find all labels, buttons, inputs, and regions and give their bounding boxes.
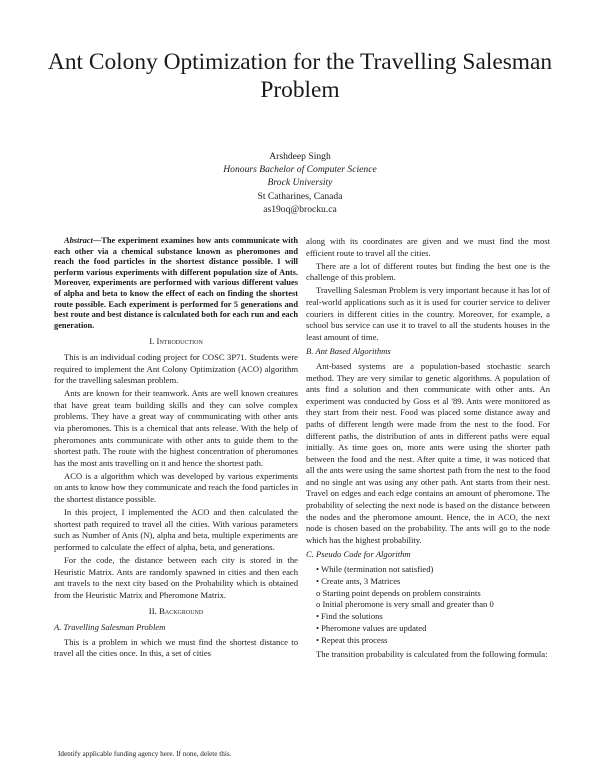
author-university: Brock University	[267, 177, 333, 189]
section-heading-introduction: I. Introduction	[149, 336, 203, 347]
pseudo-code-item: o Starting point depends on problem constraints	[316, 587, 481, 598]
transition-paragraph: The transition probability is calculated from the following formula:	[316, 648, 548, 659]
section-heading-background: II. Background	[148, 606, 204, 617]
pseudo-code-item: • Find the solutions	[316, 611, 383, 622]
right-column	[306, 236, 550, 662]
abstract-label: Abstract	[64, 236, 93, 245]
pseudo-code-list	[306, 564, 550, 647]
subsection-heading-ant-algorithms: B. Ant Based Algorithms	[306, 346, 391, 357]
abstract	[54, 236, 298, 331]
subsection-heading-pseudo-code: C. Pseudo Code for Algorithm	[306, 549, 411, 560]
intro-paragraph-2: Ants are known for their teamwork. Ants are well known creatures that have great team building skills and they can solve complex problems. They have a great way of communicating with other ants via pheromones. This is a chemical that ants release. With the help of pheromones ants communicate with other ants to guide them to the shortest path. The route with the highest concentration of pheromones has the most ants travelling on it and hence the shortest path.	[54, 388, 298, 468]
tsp-paragraph-2: There are a lot of different routes but finding the best one is the challenge of this problem.	[306, 260, 550, 283]
tsp-paragraph-1: This is a problem in which we must find the shortest distance to travel all the cities once. In this, a set of cities	[54, 636, 298, 659]
pseudo-code-item: o Initial pheromone is very small and greater than 0	[316, 599, 494, 610]
author-location: St Catharines, Canada	[257, 190, 343, 202]
intro-paragraph-5: For the code, the distance between each city is stored in the Heuristic Matrix. Ants are randomly spawned in cities and then each ant travels to the next city based on the Probability which is obtained from the Heuristic Matrix and Pheromone Matrix.	[54, 555, 298, 600]
pseudo-code-item: • Create ants, 3 Matrices	[316, 575, 401, 586]
subsection-heading-tsp: A. Travelling Salesman Problem	[54, 622, 166, 632]
funding-footnote: Identify applicable funding agency here. If none, delete this.	[58, 750, 232, 758]
author-name: Arshdeep Singh	[269, 151, 331, 162]
author-degree: Honours Bachelor of Computer Science	[223, 164, 377, 176]
tsp-paragraph-3: Travelling Salesman Problem is very important because it has lot of real-world applications such as it is used for courier service to deliver couriers in different cities in the country. Moreover, for example, a school bus service can use it to travel to all the students houses in the least amount of time.	[306, 285, 550, 342]
intro-paragraph-3: ACO is a algorithm which was developed by various experiments on ants to know how they communicate and reach the food particles in the shortest distance possible.	[54, 470, 298, 505]
author-email: as19oq@brocku.ca	[263, 203, 337, 215]
pseudo-code-item: • Repeat this process	[316, 634, 388, 645]
left-column	[54, 236, 298, 661]
pseudo-code-item: • While (termination not satisfied)	[316, 564, 434, 575]
paper-title: Ant Colony Optimization for the Travelling Salesman Problem	[47, 49, 553, 103]
ant-paragraph-1: Ant-based systems are a population-based stochastic search method. They are very similar to genetic algorithms. A population of ants find a solution and then communicate with other ants. An experiment was conducted by Goss et al '89. Ants were monitored as they start from their nest. Food was placed some distance away and paths of different length were made from the nest to the food. For different paths, the distribution of ants in different paths were equal initially. As time goes on, more ants were using the shorter path between the food and the nest. After quite a time, it was noticed that all the ants were using the same shortest path from the nest to the food and no single ant was using any other path. Ant starts from their nest. Travel on edges and each edge contains an amount of pheromone. The probability of selecting the next node is based on the distance between the nodes and the pheromone amount. Hence, the in ACO, the next node is chosen based on the probability. The ants will go to the node which has the highest probability.	[306, 360, 550, 545]
intro-paragraph-1: This is an individual coding project for COSC 3P71. Students were required to implement the Ant Colony Optimization (ACO) algorithm for the travelling salesman problem.	[54, 351, 298, 386]
author-block	[150, 150, 450, 216]
intro-paragraph-4: In this project, I implemented the ACO and then calculated the shortest path required to travel all the cities. With various parameters such as Number of Ants (N), alpha and beta, multiple experiments are performed to calculate the effect of alpha, beta, and generations.	[54, 507, 298, 552]
abstract-text: —The experiment examines how ants communicate with each other via a chemical substance known as pheromones and reach the food particles in the shortest distance possible. I will perform various experiments with different population size of Ants. Moreover, experiments are performed with various different values of alpha and beta to know the effect of each on finding the shortest route possible. Each experiment is performed for 5 generations and best route and best distance is calculated both for each run and each generation.	[54, 236, 298, 330]
tsp-paragraph-1-continued: along with its coordinates are given and we must find the most efficient route to travel all the cities.	[306, 236, 550, 258]
pseudo-code-item: • Pheromone values are updated	[316, 623, 427, 634]
